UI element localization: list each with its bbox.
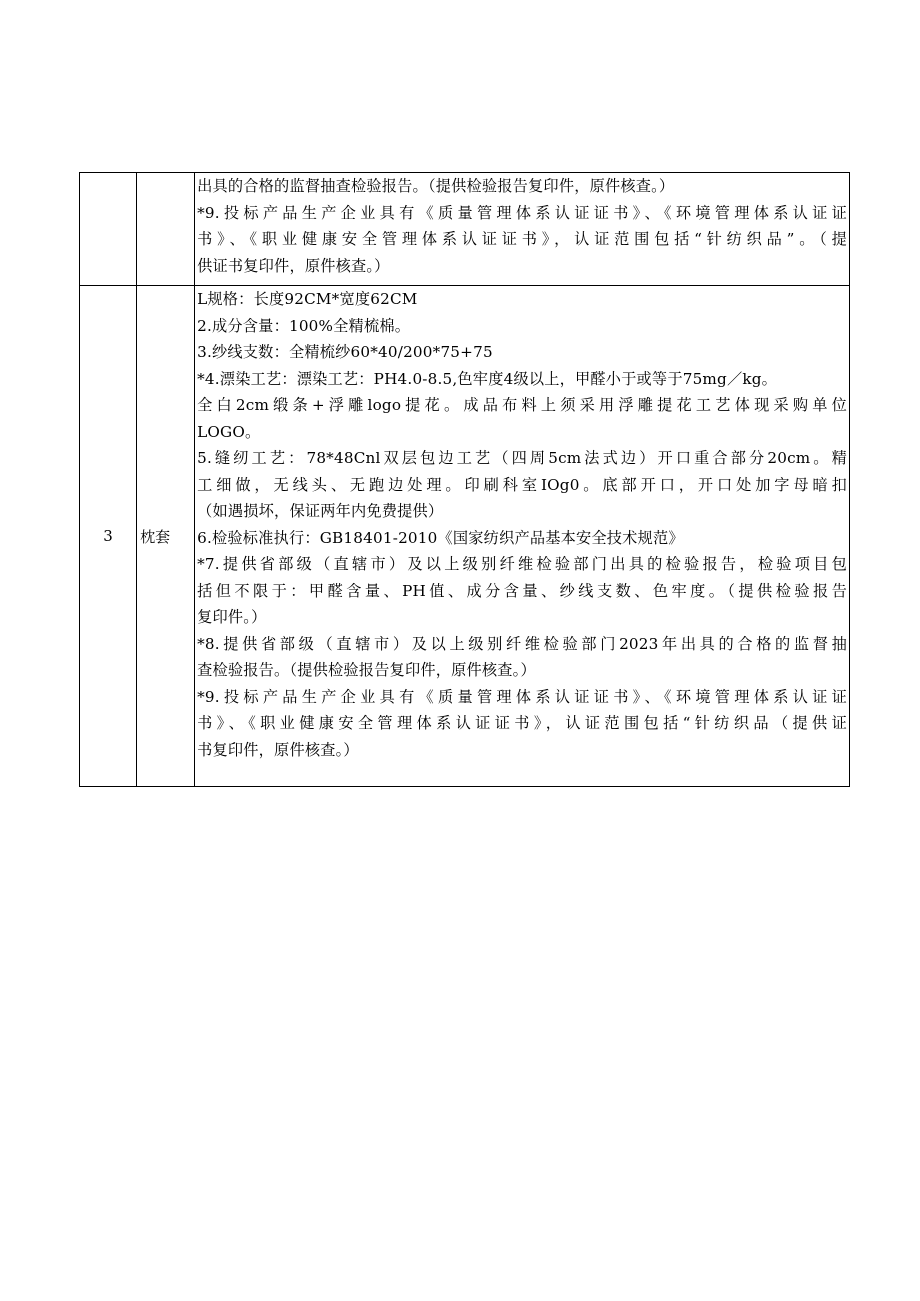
item-name-cell: 枕套 bbox=[137, 286, 195, 787]
item-name-cell bbox=[137, 173, 195, 286]
requirement-line: *9.投标产品生产企业具有《质量管理体系认证证书》、《环境管理体系认证证 bbox=[197, 203, 847, 222]
requirement-line: 供证书复印件，原件核查。） bbox=[197, 256, 390, 275]
requirement-line: 6.检验标准执行：GB18401-2010《国家纺织产品基本安全技术规范》 bbox=[197, 528, 684, 547]
requirements-cell bbox=[195, 286, 850, 787]
requirement-line: L规格：长度92CM*宽度62CM bbox=[197, 290, 418, 308]
spec-table bbox=[79, 172, 850, 787]
requirement-line: 5.缝纫工艺：78*48Cnl双层包边工艺（四周5cm法式边）开口重合部分20cm。精 bbox=[197, 449, 847, 467]
requirement-line: （如遇损坏，保证两年内免费提供） bbox=[197, 502, 444, 520]
requirement-line: 全白2cm缎条+浮雕logo提花。成品布料上须采用浮雕提花工艺体现采购单位 bbox=[197, 396, 847, 414]
requirement-line: 书》、《职业健康安全管理体系认证证书》，认证范围包括“针纺织品（提供证 bbox=[197, 714, 847, 732]
requirement-line: LOGO。 bbox=[197, 422, 261, 441]
table-row bbox=[80, 173, 850, 286]
requirement-line: 括但不限于：甲醛含量、PH值、成分含量、纱线支数、色牢度。（提供检验报告 bbox=[197, 581, 847, 600]
requirement-line: 书复印件，原件核查。） bbox=[197, 740, 359, 759]
requirement-line: *9.投标产品生产企业具有《质量管理体系认证证书》、《环境管理体系认证证 bbox=[197, 687, 847, 706]
requirement-line: 复印件。） bbox=[197, 608, 267, 626]
requirement-line: 出具的合格的监督抽查检验报告。（提供检验报告复印件，原件核查。） bbox=[197, 177, 675, 195]
requirement-line: 书》、《职业健康安全管理体系认证证书》，认证范围包括“针纺织品”。（提 bbox=[197, 230, 847, 248]
requirement-line: 查检验报告。（提供检验报告复印件，原件核查。） bbox=[197, 661, 536, 679]
requirement-line: *7.提供省部级（直辖市）及以上级别纤维检验部门出具的检验报告，检验项目包 bbox=[197, 555, 847, 573]
item-number-cell: 3 bbox=[80, 286, 137, 787]
requirement-line: *8.提供省部级（直辖市）及以上级别纤维检验部门2023年出具的合格的监督抽 bbox=[197, 634, 847, 653]
requirement-line: 2.成分含量：100%全精梳棉。 bbox=[197, 316, 411, 335]
requirements-cell bbox=[195, 173, 850, 286]
requirement-line: 工细做，无线头、无跑边处理。印刷科室IOg0。底部开口，开口处加字母暗扣 bbox=[197, 475, 847, 494]
table-row bbox=[80, 286, 850, 787]
item-number-cell bbox=[80, 173, 137, 286]
requirement-line: 3.纱线支数：全精梳纱60*40/200*75+75 bbox=[197, 343, 493, 361]
requirement-line: *4.漂染工艺：漂染工艺：PH4.0-8.5,色牢度4级以上，甲醛小于或等于75mg／kg。 bbox=[197, 369, 778, 388]
